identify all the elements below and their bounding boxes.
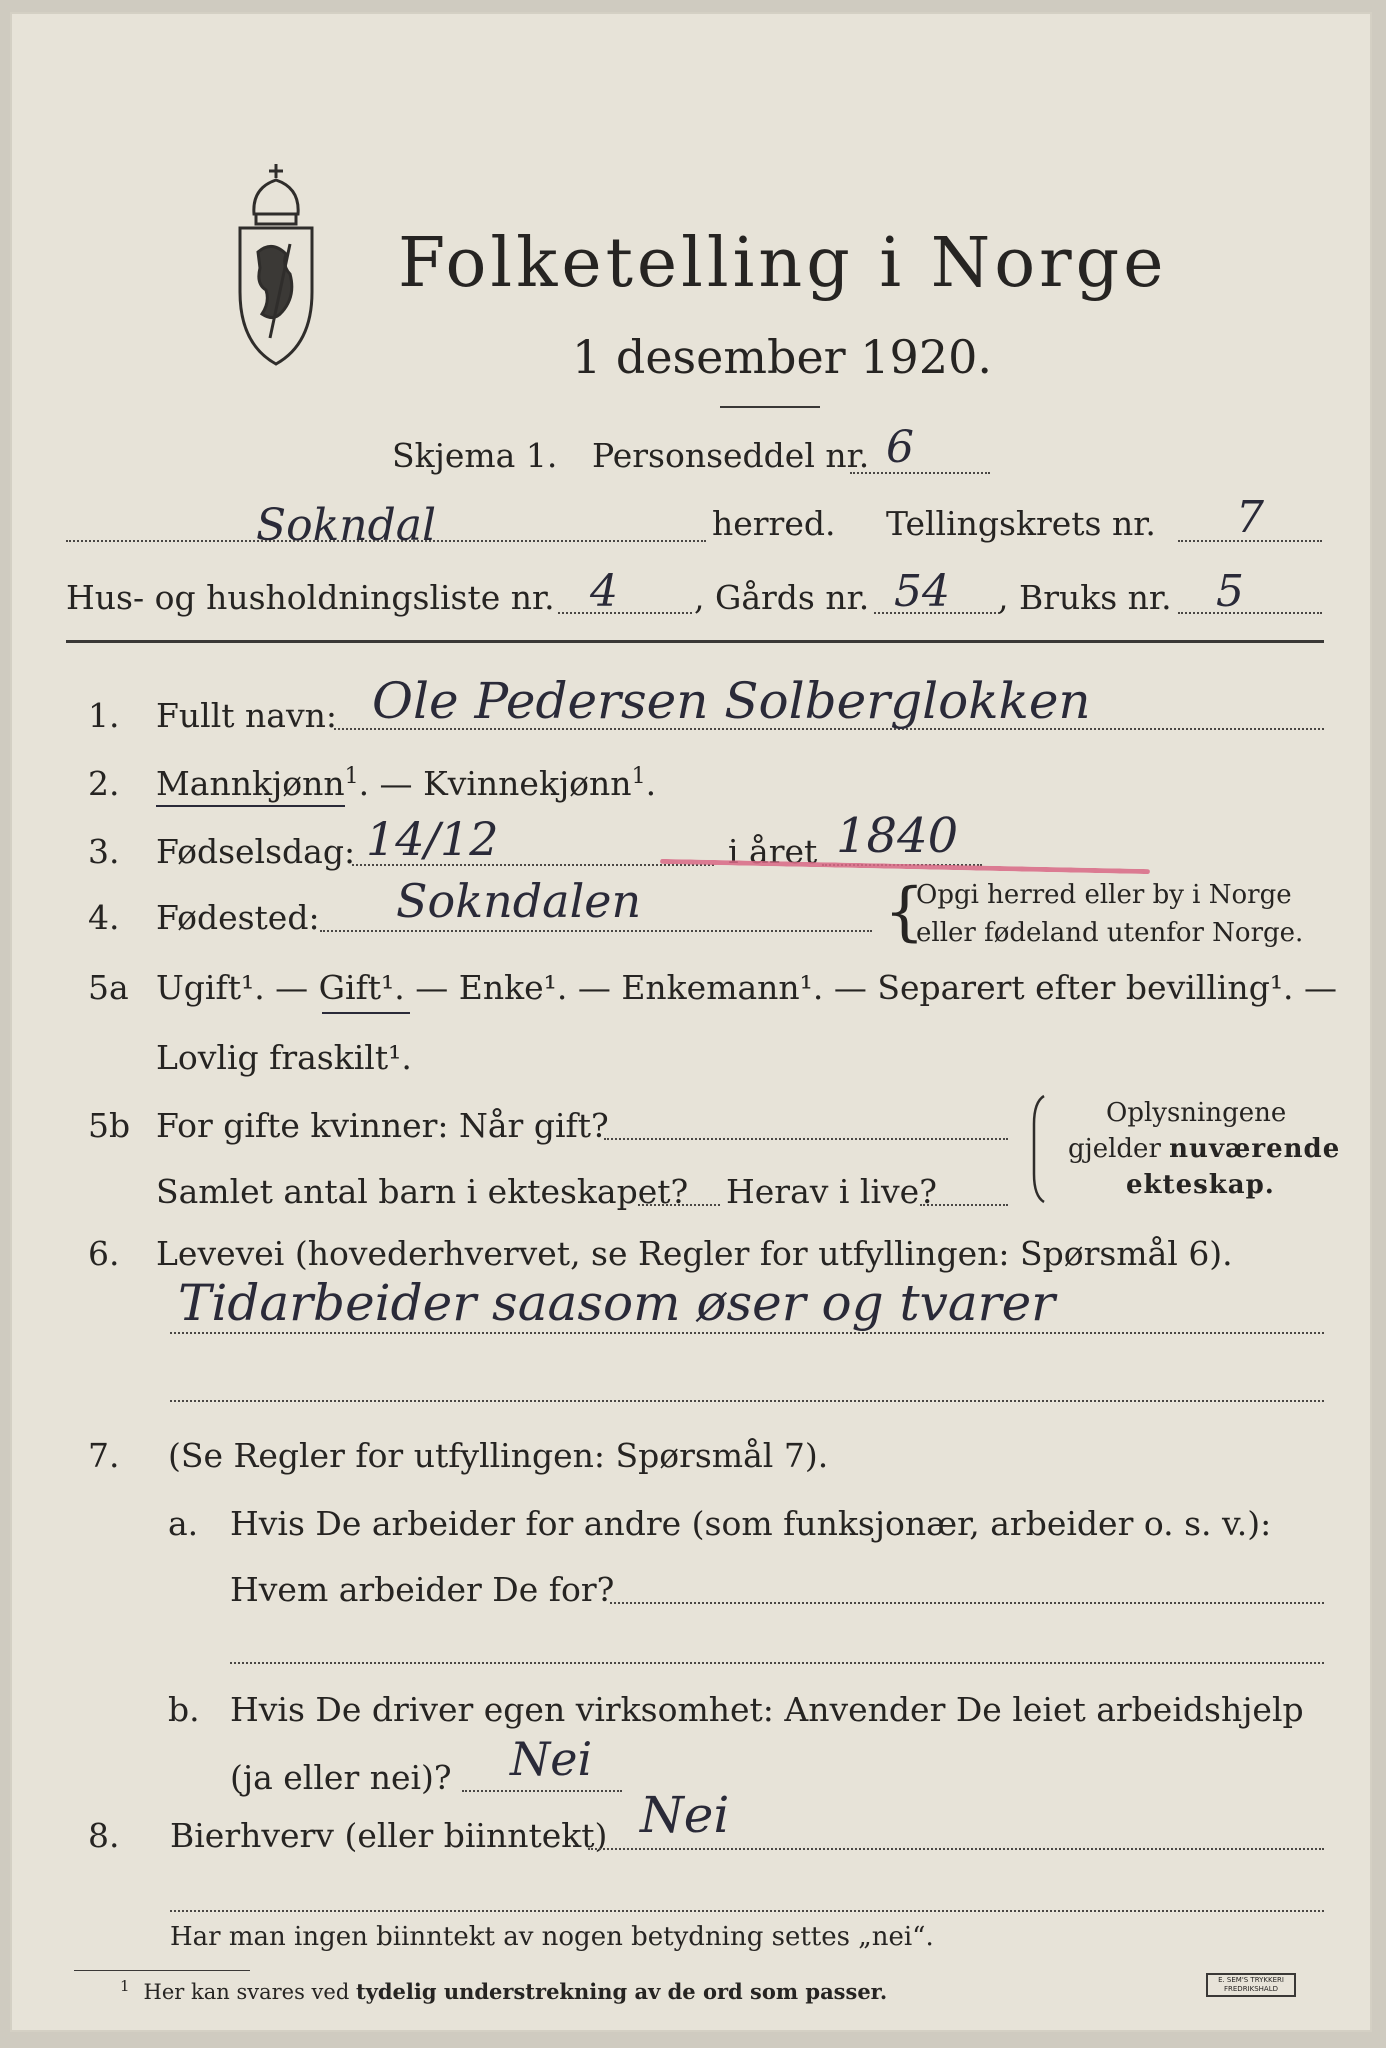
q3-number: 3. (88, 832, 120, 871)
q7-number: 7. (88, 1436, 120, 1475)
female-option: Kvinnekjønn (423, 764, 632, 803)
q5b-children-dots (638, 1204, 720, 1206)
gards-value: 54 (894, 566, 950, 617)
footnote-text: Her kan svares ved (143, 1980, 356, 2004)
q5b-alive-dots (920, 1204, 1008, 1206)
q4-number: 4. (88, 898, 120, 937)
footnote-number: 1 (120, 1977, 130, 1995)
q5b-note-gjelder: gjelder (1068, 1134, 1170, 1164)
male-option: Mannkjønn (156, 764, 345, 807)
q8-dots-1 (588, 1848, 1324, 1850)
side-income-value: Nei (640, 1786, 730, 1844)
q7b-line2: (ja eller nei)? (230, 1758, 452, 1797)
q5b-note-current: nuværende (1169, 1134, 1341, 1164)
tellingskrets-label: Tellingskrets nr. (886, 504, 1156, 543)
q2-separator: . — (358, 764, 424, 803)
marital-status-line2: Lovlig fraskilt¹. (156, 1038, 412, 1077)
q4-brace: { (884, 875, 925, 949)
q5b-note-line3: ekteskap. (1126, 1170, 1275, 1200)
year-label: i året (728, 832, 818, 871)
q7b-line1: Hvis De driver egen virksomhet: Anvender De leiet arbeidshjelp (230, 1690, 1304, 1729)
printer-stamp (1206, 1973, 1296, 1997)
q6-label: Levevei (hovederhvervet, se Regler for utfyllingen: Spørsmål 6). (156, 1234, 1233, 1273)
q4-label: Fødested: (156, 898, 320, 937)
q7a-dots-1 (610, 1602, 1324, 1604)
footnote-mark: 1 (344, 764, 359, 789)
q4-dots (320, 930, 872, 932)
q7-label: (Se Regler for utfyllingen: Spørsmål 7). (168, 1436, 829, 1475)
norway-coat-of-arms-icon (226, 162, 326, 372)
q7b-value: Nei (510, 1732, 593, 1786)
herred-value: Sokndal (256, 500, 437, 551)
q8-number: 8. (88, 1816, 120, 1855)
marital-status-options: Ugift¹. — Gift¹. — Enke¹. — Enkemann¹. — Separert efter bevilling¹. — (156, 968, 1338, 1007)
q5b-children-label: Samlet antal barn i ekteskapet? (156, 1172, 689, 1211)
q5b-line1: For gifte kvinner: Når gift? (156, 1106, 609, 1145)
q4-note-line2: eller fødeland utenfor Norge. (916, 918, 1304, 948)
q7a-number: a. (168, 1504, 199, 1543)
footnote-divider (74, 1970, 250, 1971)
form-title: Folketelling i Norge (398, 224, 1168, 303)
q6-number: 6. (88, 1234, 120, 1273)
q5a-number: 5a (88, 968, 129, 1007)
q2-options (156, 764, 656, 803)
q3-label: Fødselsdag: (156, 832, 356, 871)
footnote-mark: 1 (631, 764, 646, 789)
hus-value: 4 (590, 566, 618, 617)
personseddel-value: 6 (886, 422, 914, 473)
q8-dots-2 (170, 1910, 1324, 1912)
personseddel-label: Personseddel nr. (592, 436, 870, 475)
gards-label: , Gårds nr. (694, 578, 870, 617)
tellingskrets-value: 7 (1236, 492, 1264, 543)
q5b-when-dots (604, 1138, 1008, 1140)
printer-name: E. SEM'S TRYKKERI (1218, 1976, 1284, 1984)
personseddel-dots (850, 472, 990, 474)
q2-number: 2. (88, 764, 120, 803)
footnote (120, 1977, 887, 2004)
q5b-alive-label: Herav i live? (726, 1172, 937, 1211)
bruks-value: 5 (1216, 566, 1244, 617)
q7a-line1: Hvis De arbeider for andre (som funksjonær, arbeider o. s. v.): (230, 1504, 1272, 1543)
q6-dots-2 (170, 1400, 1324, 1402)
q7a-line2: Hvem arbeider De for? (230, 1570, 615, 1609)
title-divider (720, 406, 820, 408)
printer-location: FREDRIKSHALD (1223, 1985, 1278, 1993)
birth-year-value: 1840 (836, 808, 959, 864)
occupation-value: Tidarbeider saasom øser og tvarer (178, 1274, 1056, 1332)
schema-label: Skjema 1. (392, 436, 558, 475)
bruks-dots (1178, 612, 1322, 614)
q7b-number: b. (168, 1690, 200, 1729)
q7a-dots-2 (230, 1662, 1324, 1664)
birthplace-value: Sokndalen (396, 874, 642, 928)
bruks-label: , Bruks nr. (998, 578, 1172, 617)
q5b-note-line1: Oplysningene (1106, 1098, 1287, 1128)
hus-dots (558, 612, 692, 614)
census-form (10, 12, 1372, 2032)
q5b-note-line2 (1068, 1134, 1340, 1164)
q1-number: 1. (88, 696, 120, 735)
herred-label: herred. (712, 504, 836, 543)
birthdate-value: 14/12 (366, 812, 499, 866)
q2-end: . (645, 764, 657, 803)
census-date: 1 desember 1920. (572, 330, 992, 384)
footnote-emphasis: tydelig understrekning av de ord som passer. (355, 1979, 888, 2004)
q7b-dots (462, 1790, 622, 1792)
q6-dots-1 (170, 1332, 1324, 1334)
q5b-number: 5b (88, 1106, 131, 1145)
gift-underline (322, 1012, 410, 1014)
header-divider (66, 640, 1324, 643)
q8-label: Bierhverv (eller biinntekt) (170, 1816, 608, 1855)
footer-note: Har man ingen biinntekt av nogen betydning settes „nei“. (170, 1922, 934, 1952)
q4-note-line1: Opgi herred eller by i Norge (916, 880, 1292, 910)
q1-label: Fullt navn: (156, 696, 337, 735)
full-name-value: Ole Pedersen Solberglokken (372, 672, 1091, 730)
hus-label: Hus- og husholdningsliste nr. (66, 578, 555, 617)
q5b-bracket (1028, 1094, 1048, 1204)
